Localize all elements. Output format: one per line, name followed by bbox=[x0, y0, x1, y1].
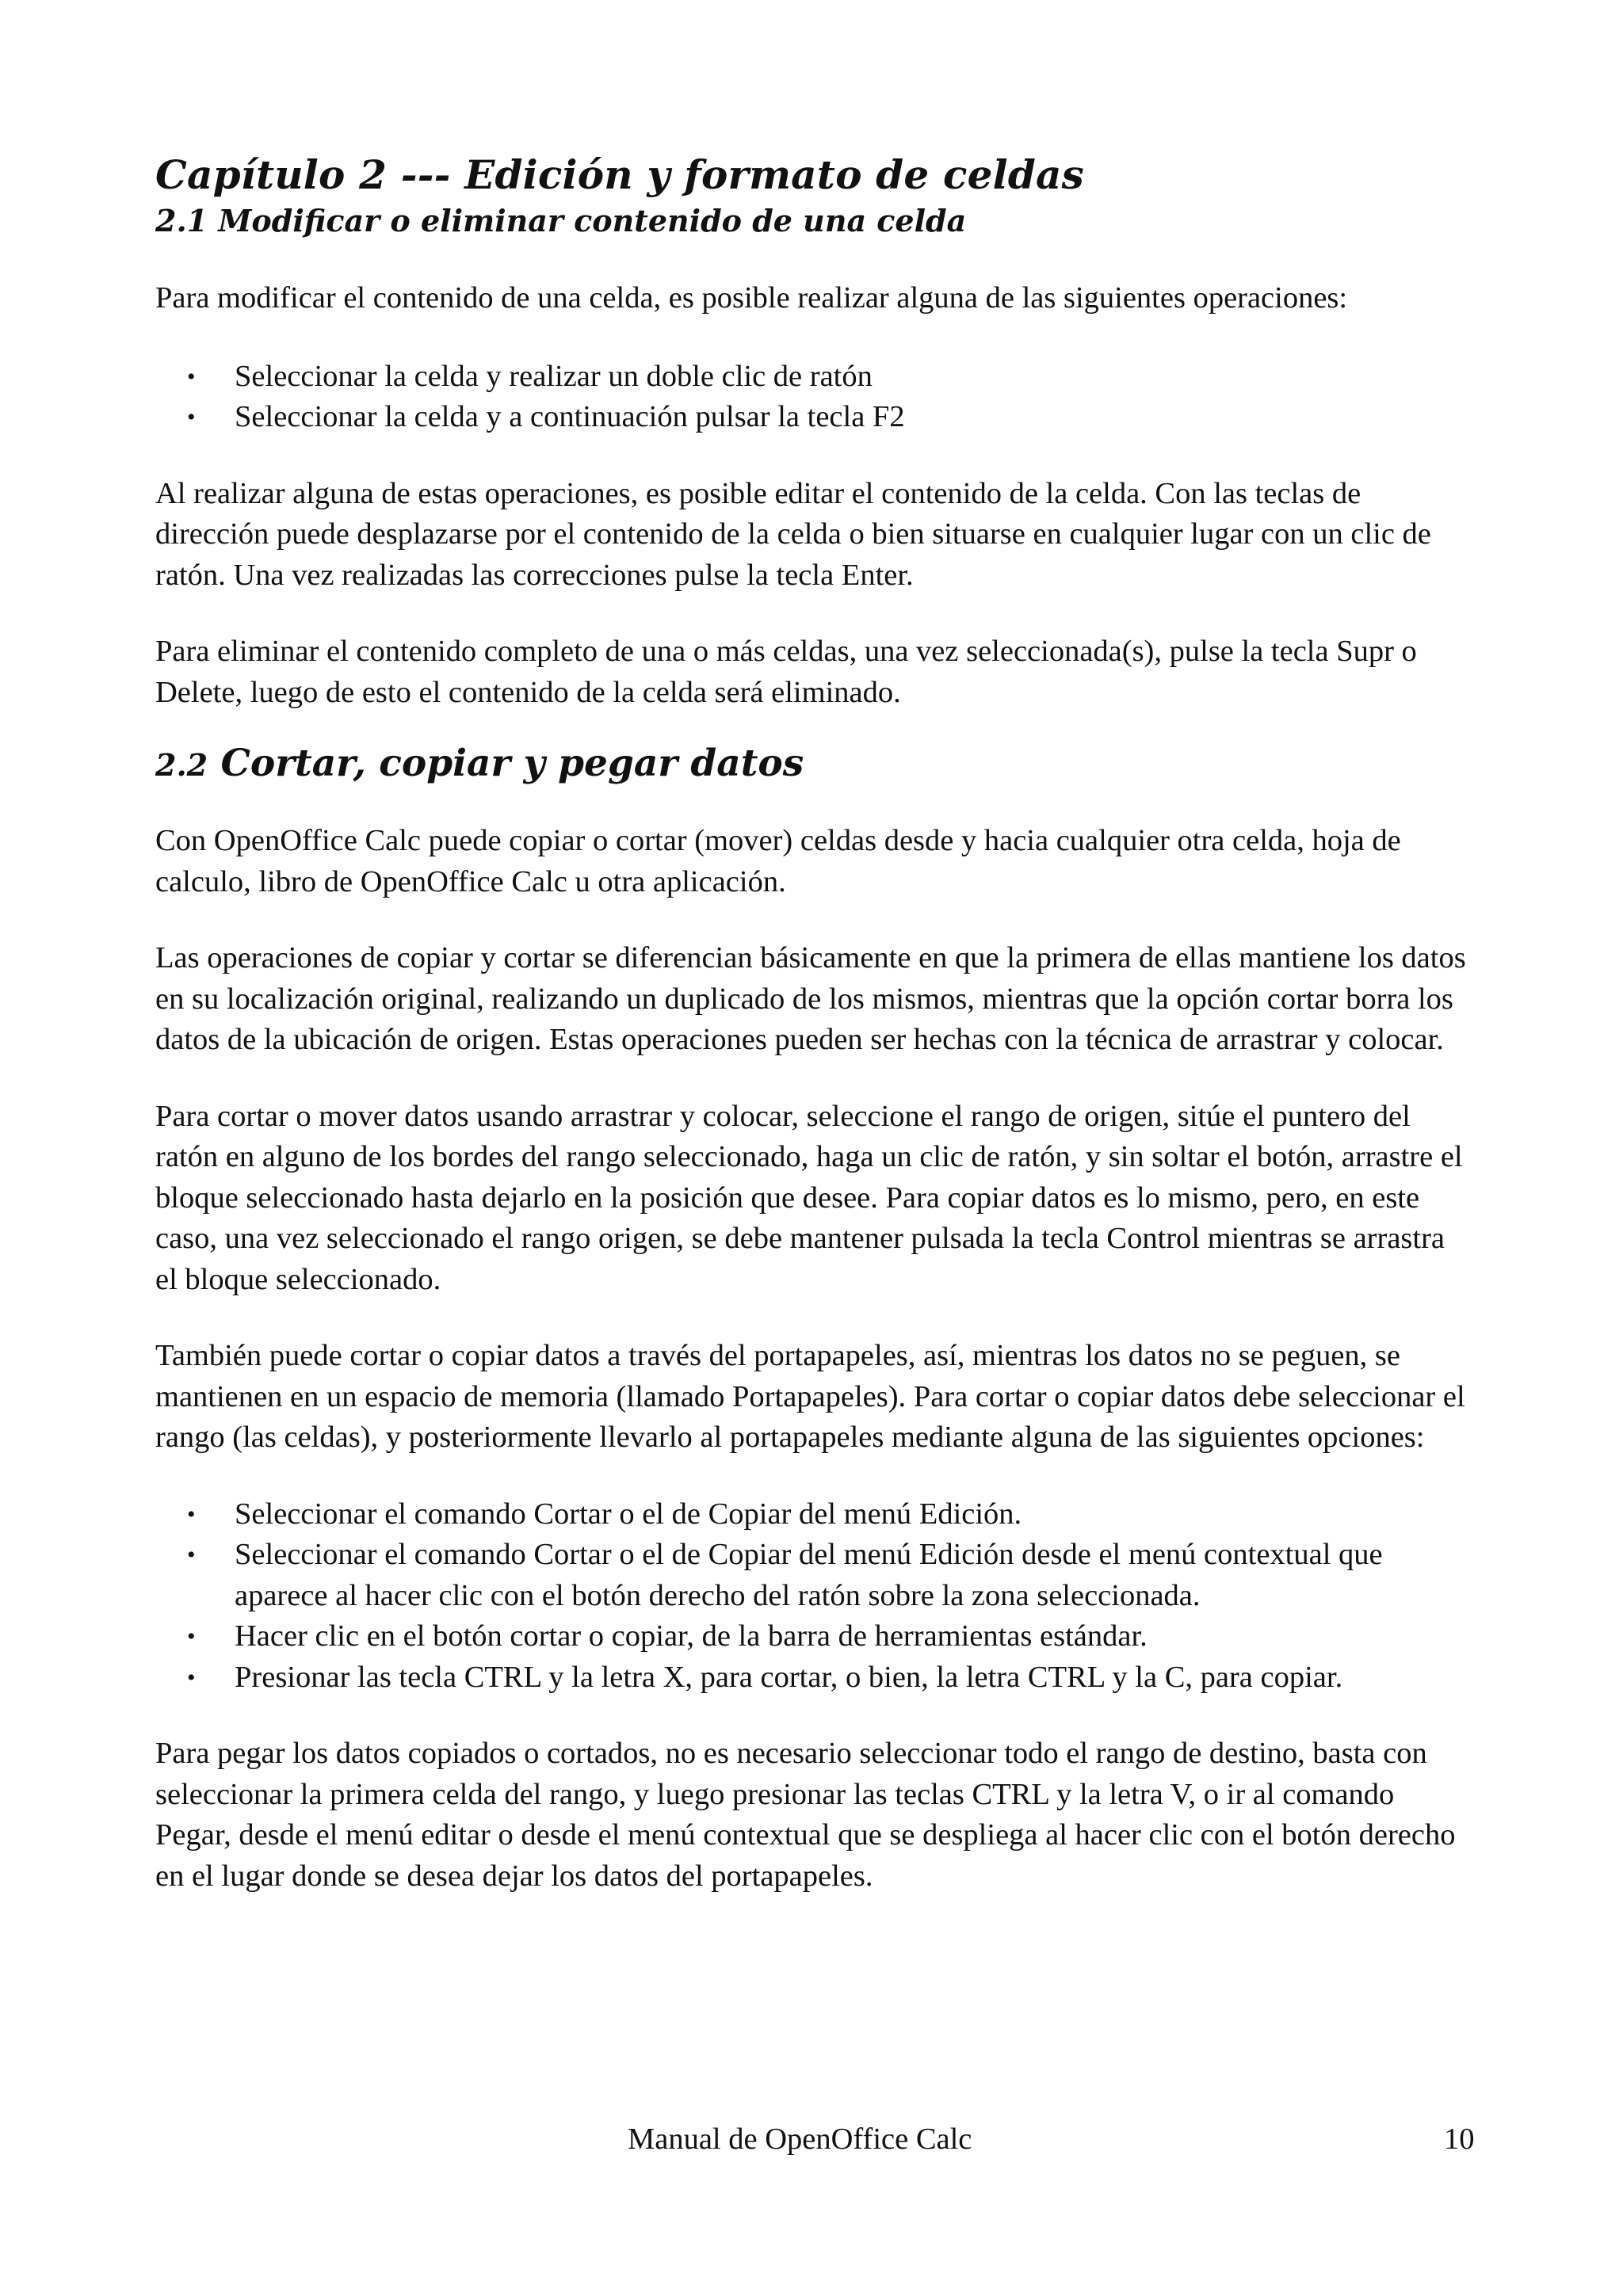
bullet-icon: • bbox=[187, 404, 196, 430]
section-2-2-paragraph-3: Para cortar o mover datos usando arrastrar y colocar, seleccione el rango de origen, sitúe el puntero del ratón en alguno de los bordes del rango seleccionado, haga un clic de ratón, y sin soltar el botón, arrastre el bloque seleccionado hasta dejarlo en la posición que desee. Para copiar datos es lo mismo, pero, en este caso, una vez seleccionado el rango origen, se debe mantener pulsada la tecla Control mientras se arrastra el bloque seleccionado. bbox=[155, 1099, 1463, 1296]
section-2-1-paragraph-1: Para modificar el contenido de una celda, es posible realizar alguna de las siguientes operaciones: bbox=[155, 281, 1348, 315]
page-footer bbox=[0, 2117, 1623, 2161]
section-2-2-paragraph-2: Las operaciones de copiar y cortar se diferencian básicamente en que la primera de ellas mantiene los datos en su localización original, realizando un duplicado de los mismos, mientras que la opción cortar borra los datos de la ubicación de origen. Estas operaciones pueden ser hechas con la técnica de arrastrar y colocar. bbox=[155, 941, 1466, 1056]
list-item: • Seleccionar el comando Cortar o el de Copiar del menú Edición. bbox=[155, 1494, 1471, 1535]
section-2-2-title bbox=[155, 740, 1471, 789]
page-number: 10 bbox=[1444, 2122, 1475, 2156]
section-2-2-bullet-list bbox=[155, 1494, 1471, 1699]
section-2-2-paragraph-5: Para pegar los datos copiados o cortados, no es necesario seleccionar todo el rango de destino, basta con seleccionar la primera celda del rango, y luego presionar las teclas CTRL y la letra V, o ir al comando Pegar, desde el menú editar o desde el menú contextual que se despliega al hacer clic con el botón derecho en el lugar donde se desea dejar los datos del portapapeles. bbox=[155, 1737, 1456, 1893]
section-2-1-bullet-list bbox=[155, 357, 1471, 438]
section-2-1-title: 2.1 Modificar o eliminar contenido de una celda bbox=[155, 203, 967, 238]
section-2-1-paragraph-2: Al realizar alguna de estas operaciones, es posible editar el contenido de la celda. Con las teclas de dirección puede desplazarse por el contenido de la celda o bien situarse en cualquier lugar con un clic de ratón. Una vez realizadas las correcciones pulse la tecla Enter. bbox=[155, 476, 1431, 592]
bullet-icon: • bbox=[187, 1501, 196, 1527]
bullet-icon: • bbox=[187, 1623, 196, 1650]
section-2-1-paragraph-3: Para eliminar el contenido completo de una o más celdas, una vez seleccionada(s), pulse la tecla Supr o Delete, luego de esto el contenido de la celda será eliminado. bbox=[155, 635, 1417, 709]
section-2-2-paragraph-4: También puede cortar o copiar datos a través del portapapeles, así, mientras los datos no se peguen, se mantienen en un espacio de memoria (llamado Portapapeles). Para cortar o copiar datos debe seleccionar el rango (las celdas), y posteriormente llevarlo al portapapeles mediante alguna de las siguientes opciones: bbox=[155, 1339, 1465, 1454]
bullet-icon: • bbox=[187, 363, 196, 390]
footer-title: Manual de OpenOffice Calc bbox=[628, 2122, 972, 2156]
list-item: • Seleccionar el comando Cortar o el de Copiar del menú Edición desde el menú contextual que aparece al hacer clic con el botón derecho del ratón sobre la zona seleccionada. bbox=[155, 1535, 1471, 1616]
section-number: 2.2 bbox=[155, 747, 208, 783]
section-2-2-paragraph-1: Con OpenOffice Calc puede copiar o cortar (mover) celdas desde y hacia cualquier otra celda, hoja de calculo, libro de OpenOffice Calc u otra aplicación. bbox=[155, 824, 1401, 898]
list-item: • Presionar las tecla CTRL y la letra X, para cortar, o bien, la letra CTRL y la C, para copiar. bbox=[155, 1657, 1471, 1699]
list-item: • Seleccionar la celda y a continuación pulsar la tecla F2 bbox=[155, 397, 1471, 438]
bullet-icon: • bbox=[187, 1542, 196, 1568]
list-item: • Hacer clic en el botón cortar o copiar, de la barra de herramientas estándar. bbox=[155, 1616, 1471, 1657]
section-title-text: Cortar, copiar y pegar datos bbox=[220, 742, 804, 785]
list-item: • Seleccionar la celda y realizar un doble clic de ratón bbox=[155, 357, 1471, 398]
bullet-icon: • bbox=[187, 1664, 196, 1691]
chapter-title: Capítulo 2 --- Edición y formato de celdas bbox=[155, 151, 1084, 198]
page-content bbox=[155, 151, 1471, 1897]
